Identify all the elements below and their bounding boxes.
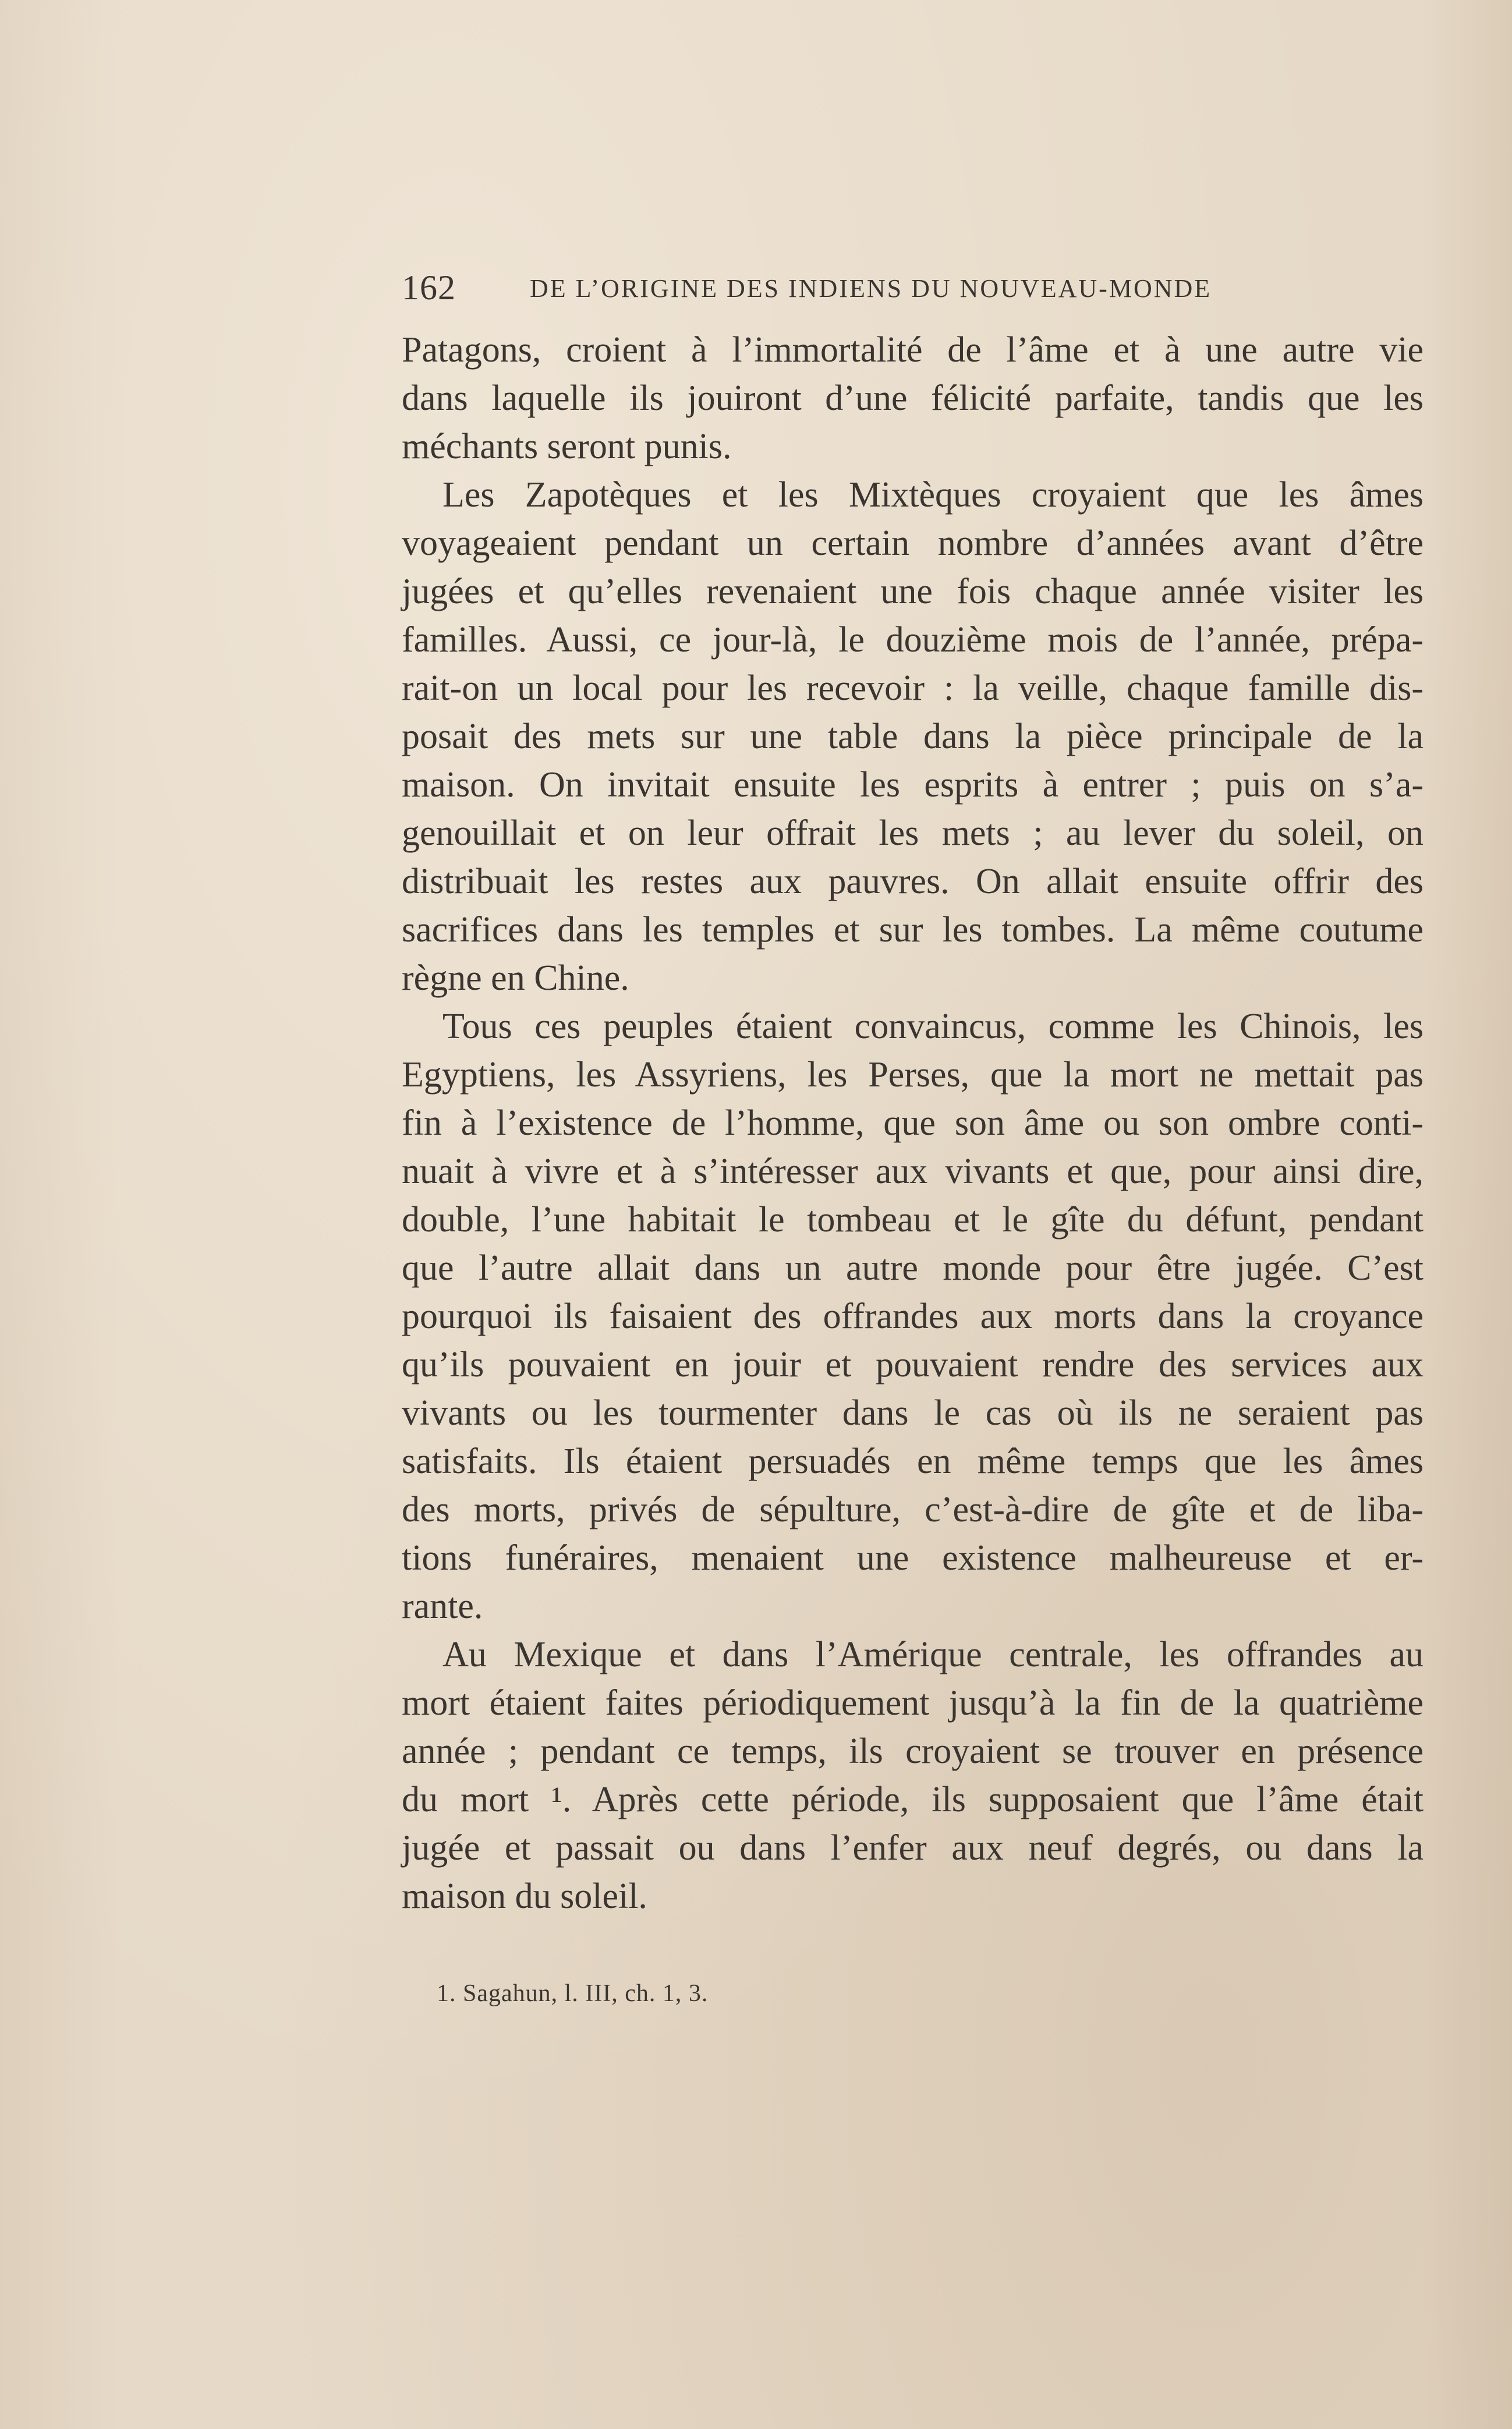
paragraph-3 <box>402 1003 1424 1631</box>
page-number: 162 <box>402 268 456 307</box>
text-line: satisfaits. Ils étaient persuadés en même temps que les âmes <box>402 1442 1424 1481</box>
text-line: pourquoi ils faisaient des offrandes aux morts dans la croyance <box>402 1297 1424 1336</box>
text-line: tions funéraires, menaient une existence malheureuse et er- <box>402 1538 1424 1578</box>
text-line: double, l’une habitait le tombeau et le gîte du défunt, pendant <box>402 1200 1424 1240</box>
paragraph-4 <box>402 1631 1424 1921</box>
text-line: fin à l’existence de l’homme, que son âme ou son ombre conti- <box>402 1103 1424 1143</box>
text-line: rait-on un local pour les recevoir : la veille, chaque famille dis- <box>402 668 1424 708</box>
text-line: règne en Chine. <box>402 958 629 998</box>
text-line: qu’ils pouvaient en jouir et pouvaient rendre des services aux <box>402 1345 1424 1385</box>
text-line: que l’autre allait dans un autre monde pour être jugée. C’est <box>402 1248 1424 1288</box>
text-line: année ; pendant ce temps, ils croyaient se trouver en présence <box>402 1732 1424 1771</box>
running-title: DE L’ORIGINE DES INDIENS DU NOUVEAU-MONDE <box>530 274 1212 303</box>
text-line: Les Zapotèques et les Mixtèques croyaient que les âmes <box>442 475 1424 515</box>
text-line: maison. On invitait ensuite les esprits à entrer ; puis on s’a- <box>402 765 1424 805</box>
text-line: vivants ou les tourmenter dans le cas où ils ne seraient pas <box>402 1393 1424 1433</box>
text-line: rante. <box>402 1587 483 1626</box>
text-line: du mort ¹. Après cette période, ils supposaient que l’âme était <box>402 1780 1424 1819</box>
text-line: voyageaient pendant un certain nombre d’années avant d’être <box>402 523 1424 563</box>
text-line: méchants seront punis. <box>402 427 732 466</box>
running-head <box>402 268 1287 309</box>
text-line: nuait à vivre et à s’intéresser aux vivants et que, pour ainsi dire, <box>402 1152 1424 1191</box>
text-line: sacrifices dans les temples et sur les tombes. La même coutume <box>402 910 1424 950</box>
body-text <box>402 326 1424 1921</box>
text-line: maison du soleil. <box>402 1876 647 1916</box>
text-line: jugée et passait ou dans l’enfer aux neuf degrés, ou dans la <box>402 1828 1424 1868</box>
text-line: distribuait les restes aux pauvres. On allait ensuite offrir des <box>402 862 1424 901</box>
text-line: des morts, privés de sépulture, c’est-à-dire de gîte et de liba- <box>402 1490 1424 1529</box>
text-line: Egyptiens, les Assyriens, les Perses, que la mort ne mettait pas <box>402 1055 1424 1095</box>
text-line: Patagons, croient à l’immortalité de l’âme et à une autre vie <box>402 330 1424 370</box>
footnote: 1. Sagahun, l. III, ch. 1, 3. <box>437 1980 709 2007</box>
text-line: genouillait et on leur offrait les mets ; au lever du soleil, on <box>402 813 1424 853</box>
text-line: Au Mexique et dans l’Amérique centrale, les offrandes au <box>442 1635 1424 1674</box>
text-line: Tous ces peuples étaient convaincus, comme les Chinois, les <box>442 1007 1424 1046</box>
text-line: dans laquelle ils jouiront d’une félicité parfaite, tandis que les <box>402 378 1424 418</box>
text-line: familles. Aussi, ce jour-là, le douzième mois de l’année, prépa- <box>402 620 1424 660</box>
text-line: mort étaient faites périodiquement jusqu’à la fin de la quatrième <box>402 1683 1424 1723</box>
paragraph-2 <box>402 471 1424 1003</box>
text-line: jugées et qu’elles revenaient une fois chaque année visiter les <box>402 572 1424 611</box>
paragraph-1 <box>402 326 1424 471</box>
text-line: posait des mets sur une table dans la pièce principale de la <box>402 717 1424 756</box>
